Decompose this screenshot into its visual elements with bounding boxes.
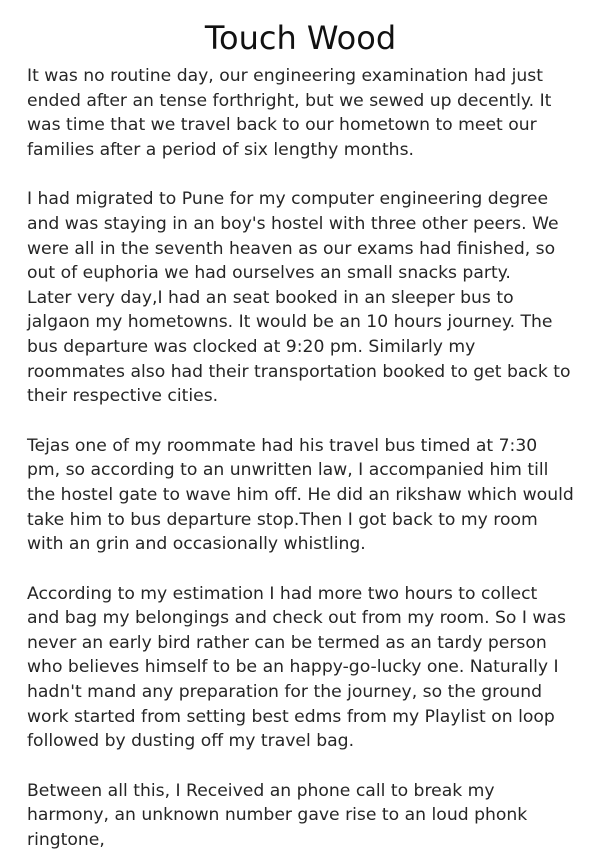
paragraph-hostel-party: I had migrated to Pune for my computer engineering degree and was staying in an boy's hostel with three other peers. We were all in the seventh heaven as our exams had finished, so out of euphoria we had ourselves an small snacks party. <box>27 189 565 284</box>
paragraph-packing: According to my estimation I had more two hours to collect and bag my belongings and check out from my room. So I was never an early bird rather can be termed as an tardy person who believes himself to be an happy-go-lucky one. Naturally I hadn't mand any preparation for the journey, so the ground work started from setting best edms from my Playlist on loop followed by dusting off my travel bag. <box>27 583 572 752</box>
document-title: Touch Wood <box>204 19 397 57</box>
paragraph-tejas-departure: Tejas one of my roommate had his travel bus timed at 7:30 pm, so according to an unwritten law, I accompanied him till the hostel gate to wave him off. He did an rikshaw which would take him to bus departure stop.Then I got back to my room with an grin and occasionally whistling. <box>27 435 580 555</box>
paragraph-phone-call: Between all this, I Received an phone call to break my harmony, an unknown number gave rise to an loud phonk ringtone, <box>27 780 533 851</box>
paragraph-exam-ended: It was no routine day, our engineering examination had just ended after an tense forthright, but we sewed up decently. It was time that we travel back to our hometown to meet our families after a period of six lengthy months. <box>27 66 557 160</box>
paragraph-bus-booking: Later very day,I had an seat booked in an sleeper bus to jalgaon my hometowns. It would be an 10 hours journey. The bus departure was clocked at 9:20 pm. Similarly my roommates also had their transportation booked to get back to their respective cities. <box>27 287 577 407</box>
